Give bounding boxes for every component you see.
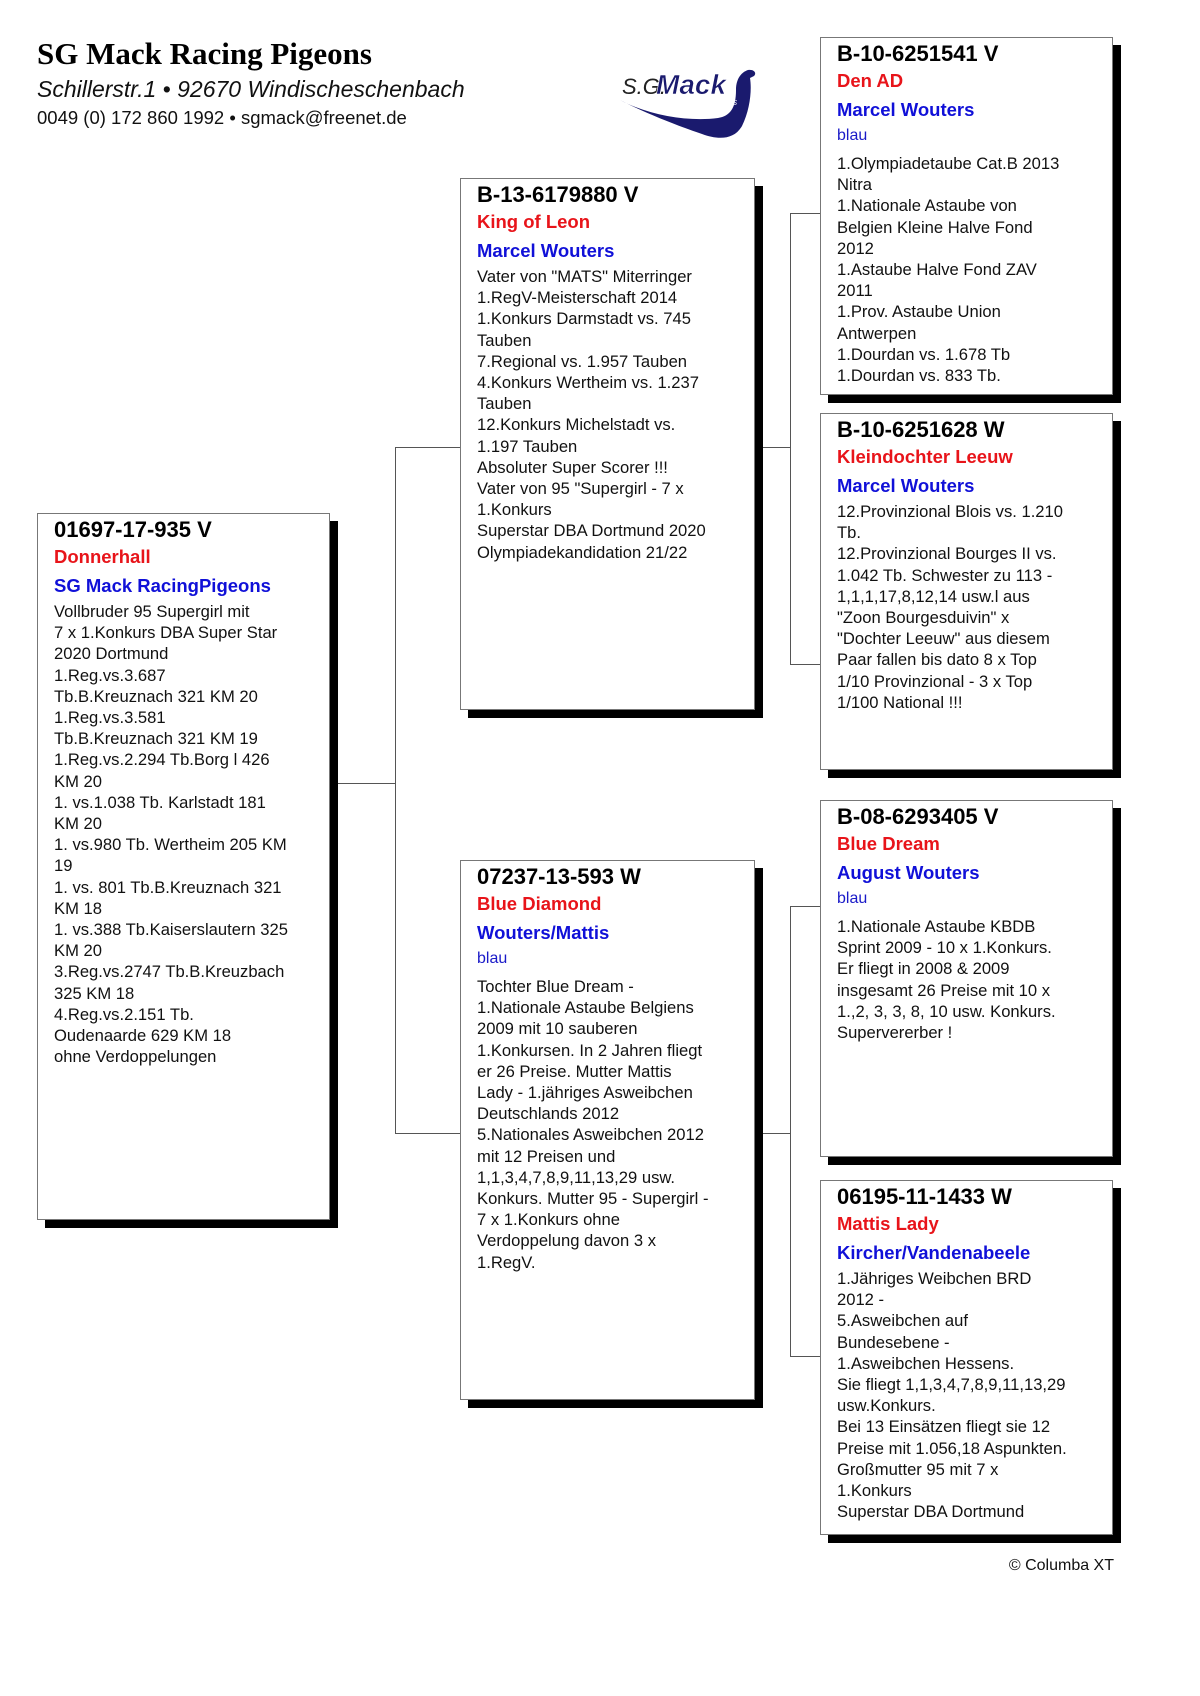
pigeon-owner: Marcel Wouters xyxy=(837,99,975,120)
connector-subject-v xyxy=(395,447,396,1134)
copyright-footer: © Columba XT xyxy=(1008,1557,1114,1574)
pigeon-notes: Vollbruder 95 Supergirl mit 7 x 1.Konkurs DBA Super Star 2020 Dortmund 1.Reg.vs.3.687 Tb.B.Kreuznach 321 KM 20 1.Reg.vs.3.581 Tb.B.Kreuznach 321 KM 19 1.Reg.vs.2.294 Tb.Borg l 426 KM 20 1. vs.1.038 Tb. Karlstadt 181 KM 20 1. vs.980 Tb. Wertheim 205 KM 19 1. vs. 801 Tb.B.Kreuznach 321 KM 18 1. vs.388 Tb.Kaiserslautern 325 KM 20 3.Reg.vs.2747 Tb.B.Kreuzbach 325 KM 18 4.Reg.vs.2.151 Tb. Oudenaarde 629 KM 18 ohne Verdoppelungen xyxy=(54,602,288,1067)
pigeon-card-subject[interactable] xyxy=(37,513,330,1220)
pigeon-notes: 1.Olympiadetaube Cat.B 2013 Nitra 1.Nationale Astaube von Belgien Kleine Halve Fond 2012 1.Astaube Halve Fond ZAV 2011 1.Prov. Astaube Union Antwerpen 1.Dourdan vs. 1.678 Tb 1.Dourdan vs. 833 Tb. xyxy=(837,154,1060,386)
pigeon-notes: Tochter Blue Dream - 1.Nationale Astaube Belgiens 2009 mit 10 sauberen 1.Konkursen. In 2 Jahren fliegt er 26 Preise. Mutter Mattis Lady - 1.jähriges Asweibchen Deutschlands 2012 5.Nationales Asweibchen 2012 mit 12 Preisen und 1,1,3,4,7,8,9,11,13,29 usw. Konkurs. Mutter 95 - Supergirl - 7 x 1.Konkurs ohne Verdoppelung davon 3 x 1.RegV. xyxy=(477,977,709,1272)
connector-father-h xyxy=(395,447,460,448)
pigeon-notes: 1.Jähriges Weibchen BRD 2012 - 5.Asweibchen auf Bundesebene - 1.Asweibchen Hessens. Sie fliegt 1,1,3,4,7,8,9,11,13,29 usw.Konkurs. Bei 13 Einsätzen fliegt sie 12 Preise mit 1.056,18 Aspunkten. Großmutter 95 mit 7 x 1.Konkurs Superstar DBA Dortmund xyxy=(837,1269,1067,1522)
logo-text-sub: RACING PIGEONS xyxy=(676,100,738,107)
pigeon-name: Den AD xyxy=(837,70,904,91)
pigeon-owner: Kircher/Vandenabeele xyxy=(837,1242,1031,1263)
ring-number: B-13-6179880 V xyxy=(477,182,639,207)
pigeon-name: Blue Diamond xyxy=(477,893,602,914)
connector-subject-h xyxy=(338,783,395,784)
ring-number: 06195-11-1433 W xyxy=(837,1184,1012,1209)
connector-mother-v xyxy=(790,906,791,1357)
pigeon-color: blau xyxy=(837,890,868,907)
pigeon-card-mother-father[interactable] xyxy=(820,800,1113,1157)
breeder-address: Schillerstr.1 • 92670 Windischeschenbach xyxy=(37,76,465,102)
connector-mother-h xyxy=(395,1133,460,1134)
ring-number: B-10-6251628 W xyxy=(837,417,1005,442)
logo-text-sg: S.G. xyxy=(622,74,667,99)
connector-ff-h xyxy=(790,213,820,214)
pigeon-owner: Marcel Wouters xyxy=(477,240,615,261)
pigeon-card-mother-mother[interactable] xyxy=(820,1180,1113,1535)
pigeon-card-father-father[interactable] xyxy=(820,37,1113,395)
pigeon-name: King of Leon xyxy=(477,211,591,232)
pigeon-name: Mattis Lady xyxy=(837,1213,939,1234)
pigeon-owner: Wouters/Mattis xyxy=(477,922,610,943)
breeder-contact: 0049 (0) 172 860 1992 • sgmack@freenet.de xyxy=(37,107,407,128)
pigeon-notes: 12.Provinzional Blois vs. 1.210 Tb. 12.Provinzional Bourges II vs. 1.042 Tb. Schwester zu 113 - 1,1,1,17,8,12,14 usw.l aus "Zoon Bourgesduivin" x "Dochter Leeuw" aus diesem Paar fallen bis dato 8 x Top 1/10 Provinzional - 3 x Top 1/100 National !!! xyxy=(837,502,1063,712)
ring-number: B-08-6293405 V xyxy=(837,804,999,829)
pigeon-name: Kleindochter Leeuw xyxy=(837,446,1013,467)
pigeon-name: Donnerhall xyxy=(54,546,151,567)
connector-fm-h xyxy=(790,664,820,665)
logo-text-mack: Mack xyxy=(656,69,727,100)
pigeon-card-father[interactable] xyxy=(460,178,755,710)
pigeon-owner: August Wouters xyxy=(837,862,980,883)
breeder-name: SG Mack Racing Pigeons xyxy=(37,36,372,71)
pigeon-notes: Vater von "MATS" Miterringer 1.RegV-Meisterschaft 2014 1.Konkurs Darmstadt vs. 745 Tauben 7.Regional vs. 1.957 Tauben 4.Konkurs Wertheim vs. 1.237 Tauben 12.Konkurs Michelstadt vs. 1.197 Tauben Absoluter Super Scorer !!! Vater von 95 "Supergirl - 7 x 1.Konkurs Superstar DBA Dortmund 2020 Olympiadekandidation 21/22 xyxy=(477,267,706,562)
connector-father-out-h xyxy=(763,447,790,448)
pigeon-notes: 1.Nationale Astaube KBDB Sprint 2009 - 10 x 1.Konkurs. Er fliegt in 2008 & 2009 insgesamt 26 Preise mit 10 x 1.,2, 3, 3, 8, 10 usw. Konkurs. Supervererber ! xyxy=(837,917,1056,1043)
pigeon-owner: SG Mack RacingPigeons xyxy=(54,575,271,596)
connector-mf-h xyxy=(790,906,820,907)
pigeon-card-mother[interactable] xyxy=(460,860,755,1400)
pigeon-color: blau xyxy=(837,127,868,144)
connector-mother-out-h xyxy=(763,1133,790,1134)
ring-number: 07237-13-593 W xyxy=(477,864,641,889)
ring-number: B-10-6251541 V xyxy=(837,41,999,66)
ring-number: 01697-17-935 V xyxy=(54,517,212,542)
pigeon-color: blau xyxy=(477,950,508,967)
pigeon-card-father-mother[interactable] xyxy=(820,413,1113,770)
sg-mack-logo xyxy=(618,60,758,150)
connector-mm-h xyxy=(790,1356,820,1357)
connector-father-v xyxy=(790,213,791,665)
pigeon-owner: Marcel Wouters xyxy=(837,475,975,496)
pigeon-name: Blue Dream xyxy=(837,833,940,854)
